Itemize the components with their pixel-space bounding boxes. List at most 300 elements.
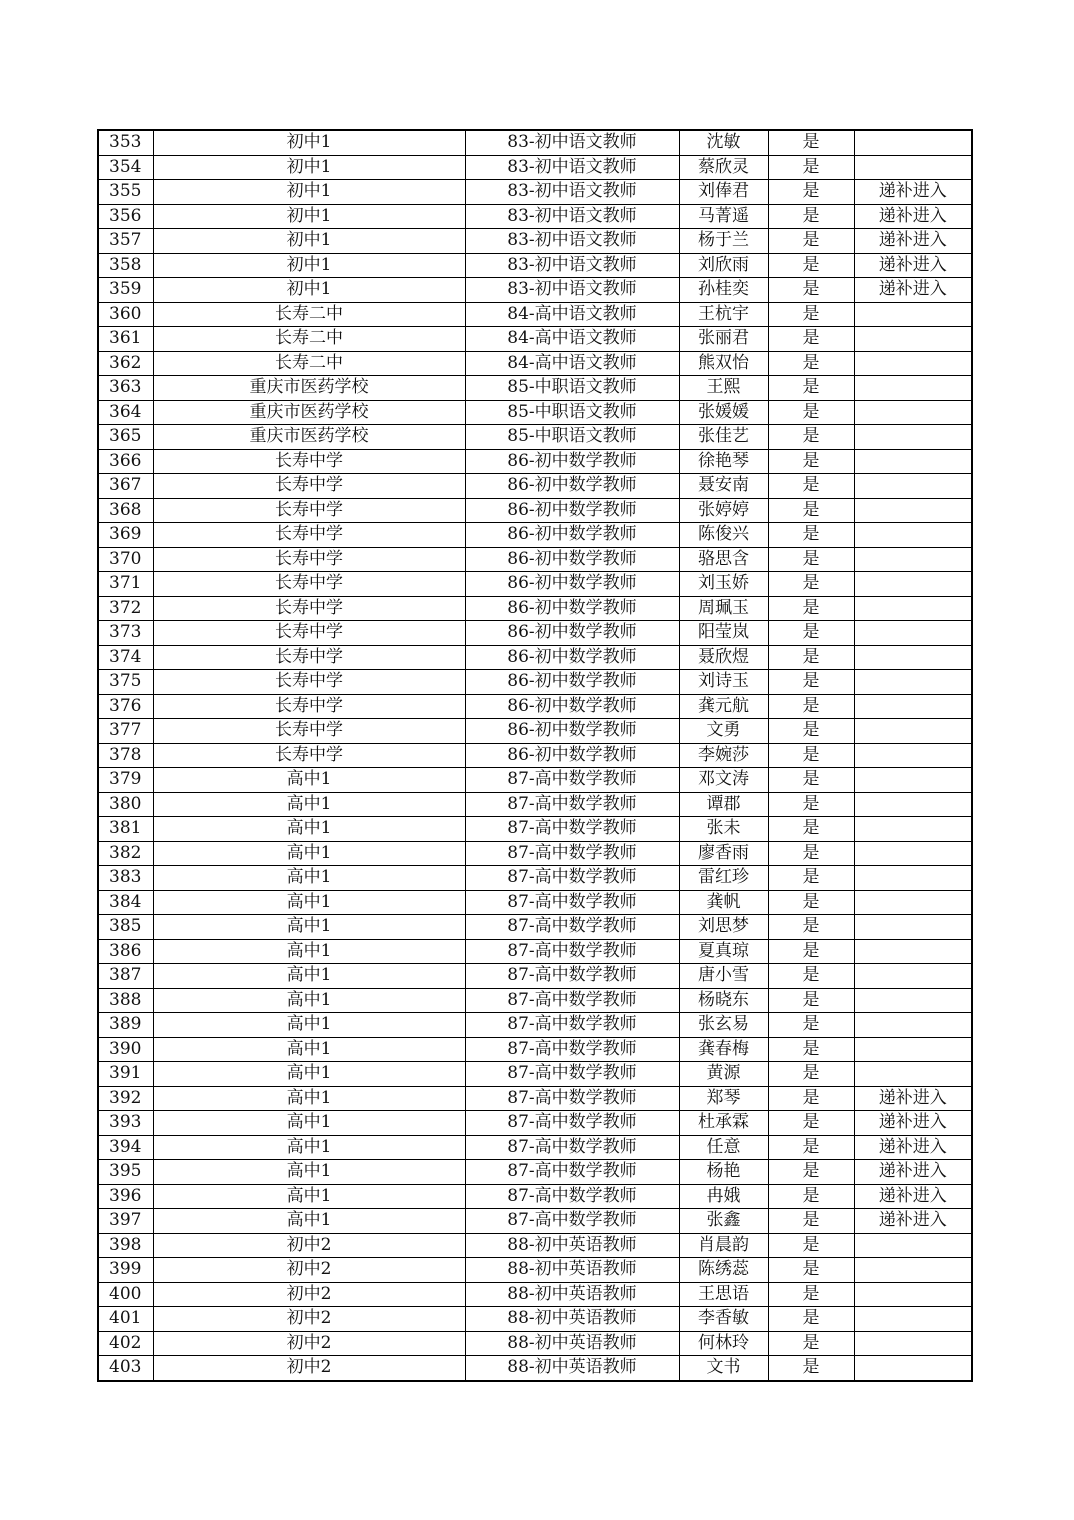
cell-qualified: 是 bbox=[768, 743, 854, 768]
cell-name: 孙桂奕 bbox=[679, 278, 768, 303]
cell-name: 刘诗玉 bbox=[679, 670, 768, 695]
table-row bbox=[98, 670, 972, 695]
cell-unit: 高中1 bbox=[153, 768, 465, 793]
table-body bbox=[98, 130, 972, 1381]
cell-note bbox=[854, 1331, 972, 1356]
cell-qualified: 是 bbox=[768, 1135, 854, 1160]
cell-unit: 高中1 bbox=[153, 866, 465, 891]
cell-qualified: 是 bbox=[768, 449, 854, 474]
table-row bbox=[98, 376, 972, 401]
cell-qualified: 是 bbox=[768, 1037, 854, 1062]
table-row bbox=[98, 1233, 972, 1258]
table-row bbox=[98, 1209, 972, 1234]
cell-name: 张丽君 bbox=[679, 327, 768, 352]
cell-name: 邓文涛 bbox=[679, 768, 768, 793]
table-row bbox=[98, 1282, 972, 1307]
table-row bbox=[98, 351, 972, 376]
cell-position: 85-中职语文教师 bbox=[465, 400, 679, 425]
table-row bbox=[98, 964, 972, 989]
table-row bbox=[98, 1062, 972, 1087]
cell-unit: 高中1 bbox=[153, 964, 465, 989]
cell-position: 87-高中数学教师 bbox=[465, 939, 679, 964]
cell-position: 88-初中英语教师 bbox=[465, 1233, 679, 1258]
table-row bbox=[98, 841, 972, 866]
cell-unit: 高中1 bbox=[153, 1135, 465, 1160]
table-row bbox=[98, 327, 972, 352]
cell-position: 83-初中语文教师 bbox=[465, 155, 679, 180]
cell-note bbox=[854, 817, 972, 842]
cell-note bbox=[854, 1062, 972, 1087]
cell-number: 398 bbox=[98, 1233, 153, 1258]
cell-name: 陈俊兴 bbox=[679, 523, 768, 548]
cell-position: 86-初中数学教师 bbox=[465, 694, 679, 719]
cell-note bbox=[854, 351, 972, 376]
table-row bbox=[98, 1160, 972, 1185]
cell-note bbox=[854, 719, 972, 744]
cell-position: 86-初中数学教师 bbox=[465, 621, 679, 646]
cell-position: 86-初中数学教师 bbox=[465, 645, 679, 670]
cell-number: 388 bbox=[98, 988, 153, 1013]
cell-unit: 长寿中学 bbox=[153, 694, 465, 719]
table-row bbox=[98, 204, 972, 229]
cell-number: 400 bbox=[98, 1282, 153, 1307]
cell-number: 356 bbox=[98, 204, 153, 229]
cell-name: 龚春梅 bbox=[679, 1037, 768, 1062]
cell-note bbox=[854, 1356, 972, 1381]
cell-unit: 初中2 bbox=[153, 1331, 465, 1356]
table-row bbox=[98, 694, 972, 719]
cell-number: 402 bbox=[98, 1331, 153, 1356]
cell-name: 杨晓东 bbox=[679, 988, 768, 1013]
cell-unit: 初中1 bbox=[153, 278, 465, 303]
table-row bbox=[98, 866, 972, 891]
table-row bbox=[98, 988, 972, 1013]
table-row bbox=[98, 1135, 972, 1160]
cell-unit: 重庆市医药学校 bbox=[153, 376, 465, 401]
cell-name: 李香敏 bbox=[679, 1307, 768, 1332]
cell-note bbox=[854, 547, 972, 572]
table-row bbox=[98, 792, 972, 817]
cell-unit: 初中2 bbox=[153, 1356, 465, 1381]
cell-qualified: 是 bbox=[768, 645, 854, 670]
cell-qualified: 是 bbox=[768, 229, 854, 254]
table-row bbox=[98, 229, 972, 254]
cell-note bbox=[854, 1282, 972, 1307]
cell-qualified: 是 bbox=[768, 130, 854, 155]
cell-note bbox=[854, 400, 972, 425]
cell-name: 陈绣蕊 bbox=[679, 1258, 768, 1283]
cell-note: 递补进入 bbox=[854, 1086, 972, 1111]
cell-qualified: 是 bbox=[768, 792, 854, 817]
cell-name: 熊双怡 bbox=[679, 351, 768, 376]
cell-unit: 高中1 bbox=[153, 1111, 465, 1136]
cell-unit: 高中1 bbox=[153, 792, 465, 817]
cell-qualified: 是 bbox=[768, 155, 854, 180]
cell-name: 张未 bbox=[679, 817, 768, 842]
table-row bbox=[98, 768, 972, 793]
cell-name: 黄源 bbox=[679, 1062, 768, 1087]
cell-name: 张佳艺 bbox=[679, 425, 768, 450]
cell-note bbox=[854, 964, 972, 989]
cell-unit: 高中1 bbox=[153, 1086, 465, 1111]
table-row bbox=[98, 155, 972, 180]
cell-qualified: 是 bbox=[768, 866, 854, 891]
cell-note bbox=[854, 1307, 972, 1332]
cell-number: 370 bbox=[98, 547, 153, 572]
cell-unit: 高中1 bbox=[153, 890, 465, 915]
cell-unit: 初中1 bbox=[153, 130, 465, 155]
cell-note bbox=[854, 915, 972, 940]
cell-qualified: 是 bbox=[768, 253, 854, 278]
cell-qualified: 是 bbox=[768, 817, 854, 842]
cell-position: 83-初中语文教师 bbox=[465, 130, 679, 155]
cell-qualified: 是 bbox=[768, 278, 854, 303]
cell-number: 385 bbox=[98, 915, 153, 940]
cell-note bbox=[854, 523, 972, 548]
cell-number: 395 bbox=[98, 1160, 153, 1185]
cell-note: 递补进入 bbox=[854, 180, 972, 205]
cell-note bbox=[854, 327, 972, 352]
cell-name: 沈敏 bbox=[679, 130, 768, 155]
cell-note bbox=[854, 1037, 972, 1062]
cell-number: 397 bbox=[98, 1209, 153, 1234]
cell-number: 369 bbox=[98, 523, 153, 548]
cell-number: 365 bbox=[98, 425, 153, 450]
cell-name: 徐艳琴 bbox=[679, 449, 768, 474]
cell-note bbox=[854, 1233, 972, 1258]
cell-qualified: 是 bbox=[768, 351, 854, 376]
cell-note bbox=[854, 890, 972, 915]
cell-position: 87-高中数学教师 bbox=[465, 1184, 679, 1209]
cell-number: 362 bbox=[98, 351, 153, 376]
cell-unit: 高中1 bbox=[153, 1160, 465, 1185]
cell-number: 378 bbox=[98, 743, 153, 768]
cell-name: 周珮玉 bbox=[679, 596, 768, 621]
cell-unit: 初中1 bbox=[153, 180, 465, 205]
cell-note bbox=[854, 474, 972, 499]
cell-position: 86-初中数学教师 bbox=[465, 498, 679, 523]
cell-qualified: 是 bbox=[768, 988, 854, 1013]
cell-note: 递补进入 bbox=[854, 1160, 972, 1185]
cell-position: 87-高中数学教师 bbox=[465, 1062, 679, 1087]
cell-note bbox=[854, 645, 972, 670]
cell-qualified: 是 bbox=[768, 939, 854, 964]
cell-note: 递补进入 bbox=[854, 278, 972, 303]
cell-position: 86-初中数学教师 bbox=[465, 572, 679, 597]
cell-number: 399 bbox=[98, 1258, 153, 1283]
cell-unit: 高中1 bbox=[153, 915, 465, 940]
cell-unit: 长寿中学 bbox=[153, 743, 465, 768]
cell-qualified: 是 bbox=[768, 1160, 854, 1185]
cell-name: 刘玉娇 bbox=[679, 572, 768, 597]
cell-unit: 高中1 bbox=[153, 817, 465, 842]
cell-position: 83-初中语文教师 bbox=[465, 204, 679, 229]
cell-unit: 长寿中学 bbox=[153, 523, 465, 548]
cell-name: 聂安南 bbox=[679, 474, 768, 499]
table-row bbox=[98, 449, 972, 474]
table-row bbox=[98, 719, 972, 744]
table-row bbox=[98, 1307, 972, 1332]
cell-name: 张媛媛 bbox=[679, 400, 768, 425]
cell-qualified: 是 bbox=[768, 596, 854, 621]
cell-number: 386 bbox=[98, 939, 153, 964]
cell-name: 雷红珍 bbox=[679, 866, 768, 891]
cell-note bbox=[854, 155, 972, 180]
cell-name: 龚元航 bbox=[679, 694, 768, 719]
table-row bbox=[98, 915, 972, 940]
table-row bbox=[98, 1037, 972, 1062]
cell-unit: 重庆市医药学校 bbox=[153, 400, 465, 425]
cell-position: 87-高中数学教师 bbox=[465, 1086, 679, 1111]
cell-name: 马菁遥 bbox=[679, 204, 768, 229]
table-row bbox=[98, 302, 972, 327]
cell-unit: 高中1 bbox=[153, 841, 465, 866]
cell-unit: 长寿中学 bbox=[153, 474, 465, 499]
cell-position: 84-高中语文教师 bbox=[465, 351, 679, 376]
cell-name: 蔡欣灵 bbox=[679, 155, 768, 180]
cell-position: 87-高中数学教师 bbox=[465, 841, 679, 866]
cell-number: 392 bbox=[98, 1086, 153, 1111]
cell-number: 391 bbox=[98, 1062, 153, 1087]
cell-unit: 初中1 bbox=[153, 253, 465, 278]
cell-qualified: 是 bbox=[768, 621, 854, 646]
cell-note: 递补进入 bbox=[854, 204, 972, 229]
cell-name: 王思语 bbox=[679, 1282, 768, 1307]
cell-position: 87-高中数学教师 bbox=[465, 1111, 679, 1136]
cell-note bbox=[854, 572, 972, 597]
table-row bbox=[98, 523, 972, 548]
cell-number: 390 bbox=[98, 1037, 153, 1062]
cell-position: 87-高中数学教师 bbox=[465, 964, 679, 989]
cell-note bbox=[854, 498, 972, 523]
table-row bbox=[98, 621, 972, 646]
cell-note bbox=[854, 1013, 972, 1038]
cell-name: 龚帆 bbox=[679, 890, 768, 915]
cell-qualified: 是 bbox=[768, 1258, 854, 1283]
cell-number: 384 bbox=[98, 890, 153, 915]
cell-name: 唐小雪 bbox=[679, 964, 768, 989]
cell-number: 361 bbox=[98, 327, 153, 352]
cell-name: 聂欣煜 bbox=[679, 645, 768, 670]
cell-unit: 长寿二中 bbox=[153, 302, 465, 327]
table-row bbox=[98, 547, 972, 572]
cell-position: 87-高中数学教师 bbox=[465, 792, 679, 817]
cell-number: 367 bbox=[98, 474, 153, 499]
cell-qualified: 是 bbox=[768, 964, 854, 989]
table-row bbox=[98, 1111, 972, 1136]
cell-number: 358 bbox=[98, 253, 153, 278]
cell-note bbox=[854, 670, 972, 695]
cell-note bbox=[854, 425, 972, 450]
cell-name: 王熙 bbox=[679, 376, 768, 401]
cell-number: 363 bbox=[98, 376, 153, 401]
table-row bbox=[98, 400, 972, 425]
cell-name: 王杭宇 bbox=[679, 302, 768, 327]
cell-unit: 长寿中学 bbox=[153, 498, 465, 523]
cell-qualified: 是 bbox=[768, 890, 854, 915]
cell-number: 377 bbox=[98, 719, 153, 744]
table-row bbox=[98, 253, 972, 278]
cell-note bbox=[854, 302, 972, 327]
cell-qualified: 是 bbox=[768, 425, 854, 450]
cell-number: 366 bbox=[98, 449, 153, 474]
cell-name: 谭郡 bbox=[679, 792, 768, 817]
cell-qualified: 是 bbox=[768, 1356, 854, 1381]
results-table bbox=[97, 129, 973, 1382]
table-row bbox=[98, 1013, 972, 1038]
cell-number: 396 bbox=[98, 1184, 153, 1209]
cell-number: 376 bbox=[98, 694, 153, 719]
cell-name: 冉娥 bbox=[679, 1184, 768, 1209]
table-row bbox=[98, 743, 972, 768]
table-row bbox=[98, 890, 972, 915]
cell-name: 刘俸君 bbox=[679, 180, 768, 205]
cell-note bbox=[854, 939, 972, 964]
cell-name: 文书 bbox=[679, 1356, 768, 1381]
cell-qualified: 是 bbox=[768, 376, 854, 401]
cell-position: 87-高中数学教师 bbox=[465, 768, 679, 793]
cell-number: 359 bbox=[98, 278, 153, 303]
cell-unit: 高中1 bbox=[153, 1209, 465, 1234]
cell-qualified: 是 bbox=[768, 694, 854, 719]
cell-position: 84-高中语文教师 bbox=[465, 327, 679, 352]
cell-number: 374 bbox=[98, 645, 153, 670]
cell-unit: 高中1 bbox=[153, 1013, 465, 1038]
cell-position: 87-高中数学教师 bbox=[465, 1037, 679, 1062]
cell-unit: 长寿中学 bbox=[153, 449, 465, 474]
cell-unit: 初中2 bbox=[153, 1282, 465, 1307]
cell-note bbox=[854, 866, 972, 891]
cell-qualified: 是 bbox=[768, 670, 854, 695]
cell-note bbox=[854, 1258, 972, 1283]
cell-note: 递补进入 bbox=[854, 1209, 972, 1234]
cell-unit: 初中1 bbox=[153, 155, 465, 180]
cell-qualified: 是 bbox=[768, 1184, 854, 1209]
cell-position: 86-初中数学教师 bbox=[465, 719, 679, 744]
cell-qualified: 是 bbox=[768, 204, 854, 229]
cell-name: 杨艳 bbox=[679, 1160, 768, 1185]
cell-name: 郑琴 bbox=[679, 1086, 768, 1111]
cell-qualified: 是 bbox=[768, 768, 854, 793]
cell-name: 何林玲 bbox=[679, 1331, 768, 1356]
cell-number: 393 bbox=[98, 1111, 153, 1136]
cell-number: 389 bbox=[98, 1013, 153, 1038]
table-row bbox=[98, 939, 972, 964]
cell-name: 张玄易 bbox=[679, 1013, 768, 1038]
cell-unit: 高中1 bbox=[153, 1184, 465, 1209]
cell-name: 骆思含 bbox=[679, 547, 768, 572]
cell-note bbox=[854, 621, 972, 646]
cell-note bbox=[854, 596, 972, 621]
cell-number: 368 bbox=[98, 498, 153, 523]
cell-number: 357 bbox=[98, 229, 153, 254]
cell-qualified: 是 bbox=[768, 474, 854, 499]
cell-name: 杜承霖 bbox=[679, 1111, 768, 1136]
cell-number: 360 bbox=[98, 302, 153, 327]
cell-note bbox=[854, 988, 972, 1013]
cell-name: 阳莹岚 bbox=[679, 621, 768, 646]
cell-unit: 高中1 bbox=[153, 939, 465, 964]
cell-qualified: 是 bbox=[768, 1013, 854, 1038]
cell-note: 递补进入 bbox=[854, 1111, 972, 1136]
cell-qualified: 是 bbox=[768, 1282, 854, 1307]
table-row bbox=[98, 278, 972, 303]
cell-name: 廖香雨 bbox=[679, 841, 768, 866]
cell-note bbox=[854, 694, 972, 719]
cell-unit: 长寿中学 bbox=[153, 547, 465, 572]
cell-unit: 初中2 bbox=[153, 1307, 465, 1332]
cell-position: 88-初中英语教师 bbox=[465, 1307, 679, 1332]
cell-qualified: 是 bbox=[768, 400, 854, 425]
cell-name: 任意 bbox=[679, 1135, 768, 1160]
cell-position: 87-高中数学教师 bbox=[465, 1135, 679, 1160]
cell-number: 353 bbox=[98, 130, 153, 155]
cell-number: 403 bbox=[98, 1356, 153, 1381]
cell-name: 刘欣雨 bbox=[679, 253, 768, 278]
cell-name: 李婉莎 bbox=[679, 743, 768, 768]
cell-qualified: 是 bbox=[768, 1086, 854, 1111]
cell-position: 87-高中数学教师 bbox=[465, 988, 679, 1013]
cell-unit: 初中2 bbox=[153, 1258, 465, 1283]
cell-position: 86-初中数学教师 bbox=[465, 449, 679, 474]
cell-name: 文勇 bbox=[679, 719, 768, 744]
cell-qualified: 是 bbox=[768, 1233, 854, 1258]
cell-unit: 初中2 bbox=[153, 1233, 465, 1258]
table-row bbox=[98, 1258, 972, 1283]
cell-position: 87-高中数学教师 bbox=[465, 1013, 679, 1038]
cell-qualified: 是 bbox=[768, 547, 854, 572]
cell-number: 383 bbox=[98, 866, 153, 891]
table-row bbox=[98, 425, 972, 450]
cell-position: 88-初中英语教师 bbox=[465, 1282, 679, 1307]
cell-position: 86-初中数学教师 bbox=[465, 596, 679, 621]
cell-note: 递补进入 bbox=[854, 229, 972, 254]
cell-position: 87-高中数学教师 bbox=[465, 915, 679, 940]
cell-position: 88-初中英语教师 bbox=[465, 1356, 679, 1381]
cell-position: 86-初中数学教师 bbox=[465, 474, 679, 499]
cell-name: 刘思梦 bbox=[679, 915, 768, 940]
table-row bbox=[98, 596, 972, 621]
cell-note bbox=[854, 130, 972, 155]
cell-unit: 高中1 bbox=[153, 1037, 465, 1062]
cell-position: 86-初中数学教师 bbox=[465, 743, 679, 768]
table-row bbox=[98, 1356, 972, 1381]
cell-unit: 长寿中学 bbox=[153, 596, 465, 621]
cell-number: 373 bbox=[98, 621, 153, 646]
cell-position: 86-初中数学教师 bbox=[465, 670, 679, 695]
cell-position: 87-高中数学教师 bbox=[465, 1160, 679, 1185]
cell-unit: 高中1 bbox=[153, 1062, 465, 1087]
table-row bbox=[98, 1184, 972, 1209]
cell-unit: 长寿中学 bbox=[153, 621, 465, 646]
cell-qualified: 是 bbox=[768, 1331, 854, 1356]
cell-note: 递补进入 bbox=[854, 1135, 972, 1160]
table-row bbox=[98, 1331, 972, 1356]
cell-number: 381 bbox=[98, 817, 153, 842]
cell-qualified: 是 bbox=[768, 1307, 854, 1332]
cell-number: 354 bbox=[98, 155, 153, 180]
cell-position: 83-初中语文教师 bbox=[465, 253, 679, 278]
table-row bbox=[98, 130, 972, 155]
cell-note bbox=[854, 768, 972, 793]
cell-unit: 高中1 bbox=[153, 988, 465, 1013]
table-row bbox=[98, 645, 972, 670]
cell-unit: 初中1 bbox=[153, 204, 465, 229]
cell-qualified: 是 bbox=[768, 841, 854, 866]
cell-unit: 长寿二中 bbox=[153, 327, 465, 352]
cell-note bbox=[854, 841, 972, 866]
cell-unit: 长寿中学 bbox=[153, 670, 465, 695]
